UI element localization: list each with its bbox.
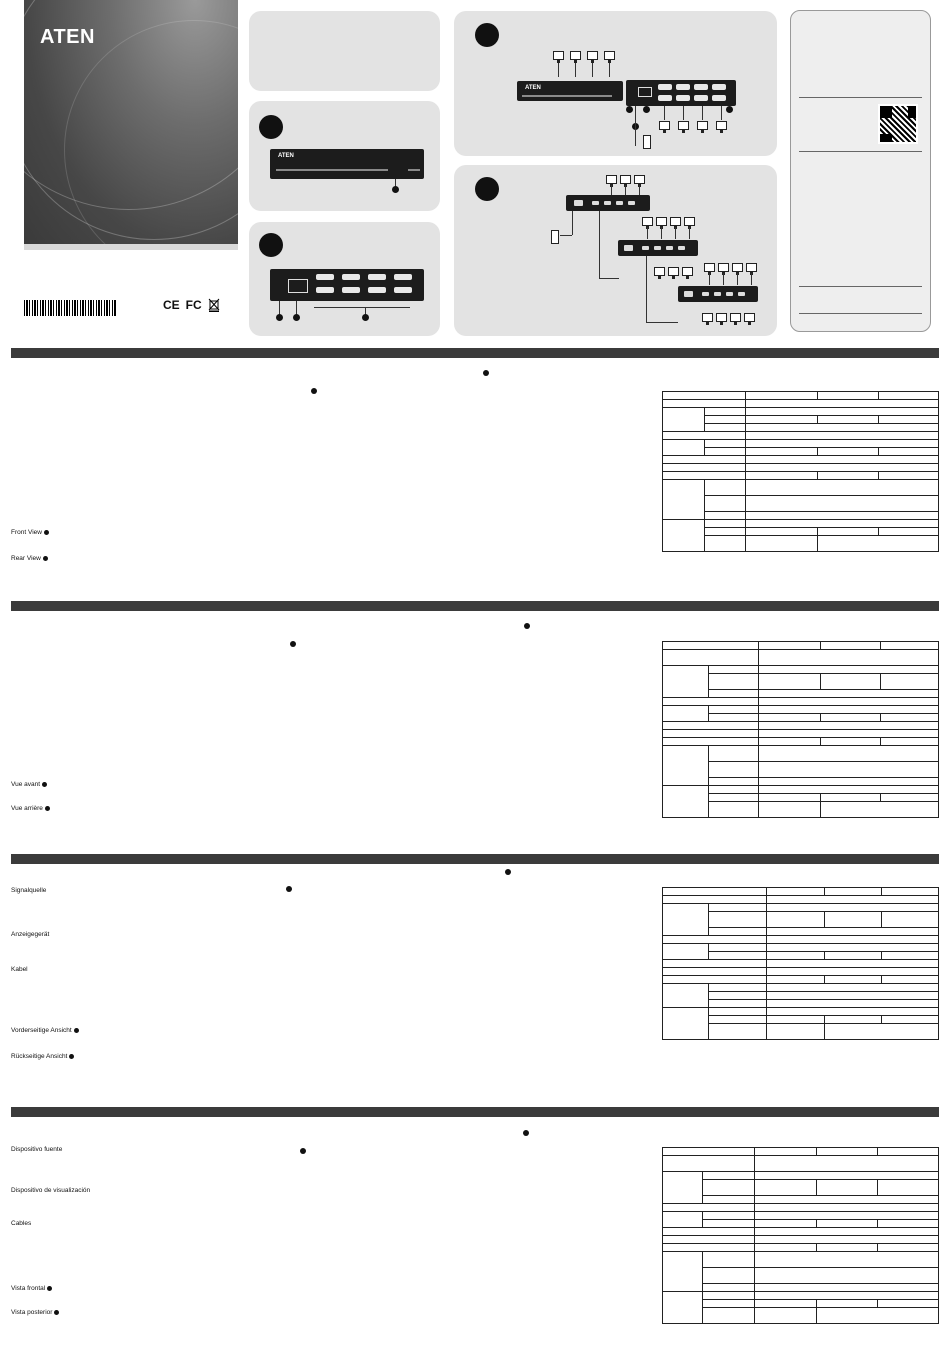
rear-view-label-es: Vista posterior: [11, 1309, 59, 1316]
display-device-label-de: Anzeigegerät: [11, 931, 50, 938]
support-panel: [790, 10, 931, 332]
rear-view-label-de: Rückseitige Ansicht: [11, 1053, 74, 1060]
callout-dot-3: [362, 314, 369, 321]
section-bar-es: [11, 1107, 939, 1117]
section-bar-de: [11, 854, 939, 864]
cover-image: [24, 0, 238, 250]
barcode: [24, 300, 116, 316]
device-rear-c: [626, 80, 736, 106]
callout-dot-2: [293, 314, 300, 321]
cables-label-es: Cables: [11, 1220, 32, 1227]
source-device-label-de: Signalquelle: [11, 887, 47, 894]
rear-view-panel: [249, 222, 440, 336]
step-number-b: [259, 233, 283, 257]
spec-table-de: [662, 887, 939, 1040]
cascade-device-2: [618, 240, 698, 256]
device-front-c: [517, 81, 623, 101]
spec-table-es: [662, 1147, 939, 1324]
rear-view-label-en: Rear View: [11, 555, 48, 562]
cascade-device-1: [566, 195, 650, 211]
installation-panel-cascade: [454, 165, 777, 336]
certification-marks: [163, 298, 220, 312]
display-device-label-es: Dispositivo de visualización: [11, 1187, 91, 1194]
fcc-mark: FC: [185, 298, 202, 312]
device-rear: [270, 269, 424, 301]
cables-label-de: Kabel: [11, 966, 28, 973]
step-number-d: [475, 177, 499, 201]
section-bar-en: [11, 348, 939, 358]
front-view-panel: [249, 101, 440, 211]
front-view-label-fr: Vue avant: [11, 781, 47, 788]
spec-table-en: [662, 391, 939, 552]
rear-view-label-fr: Vue arrière: [11, 805, 50, 812]
source-device-label-es: Dispositivo fuente: [11, 1146, 63, 1153]
aten-logo: ATEN: [40, 26, 95, 48]
spec-table-fr: [662, 641, 939, 818]
callout-dot-1: [276, 314, 283, 321]
step-number-c: [475, 23, 499, 47]
callout-dot: [392, 186, 399, 193]
cascade-device-3: [678, 286, 758, 302]
device-logo: ATEN: [278, 153, 294, 159]
section-bar-fr: [11, 601, 939, 611]
front-view-label-de: Vorderseitige Ansicht: [11, 1027, 79, 1034]
qr-code[interactable]: [878, 104, 918, 144]
front-view-label-es: Vista frontal: [11, 1285, 52, 1292]
step-number-a: [259, 115, 283, 139]
front-view-label-en: Front View: [11, 529, 49, 536]
weee-icon: [208, 298, 220, 312]
ce-mark: CE: [163, 298, 180, 312]
cover-strip: [24, 244, 238, 250]
installation-panel-single: [454, 11, 777, 156]
device-logo-c: ATEN: [525, 85, 541, 91]
intro-panel: [249, 11, 440, 91]
device-front: [270, 149, 424, 179]
